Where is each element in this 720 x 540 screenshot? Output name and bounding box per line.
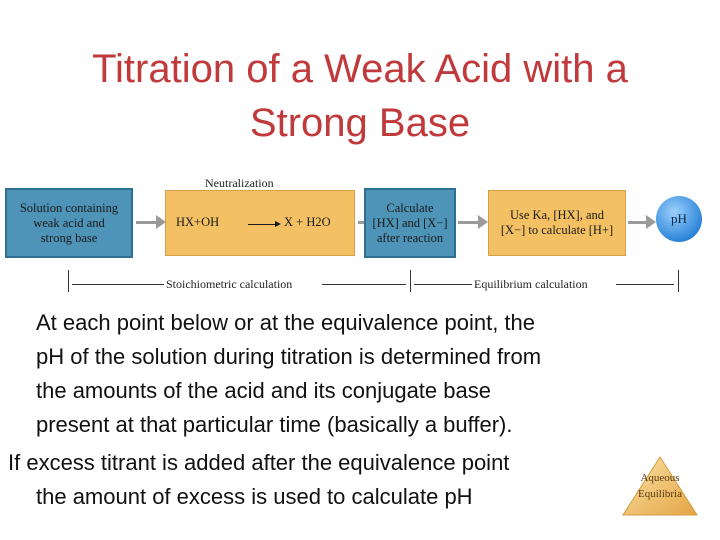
dim-tick-middle bbox=[410, 270, 411, 292]
body-line-3: the amounts of the acid and its conjugate base bbox=[36, 378, 491, 403]
flow-arrow-4 bbox=[628, 221, 648, 224]
flow-arrow-3 bbox=[458, 221, 480, 224]
dim-line-equil-right bbox=[616, 284, 674, 285]
body-line-2: pH of the solution during titration is determined from bbox=[36, 344, 542, 369]
ph-label: pH bbox=[671, 211, 687, 226]
body-line-5: If excess titrant is added after the equivalence point bbox=[8, 450, 510, 475]
neutralization-label: Neutralization bbox=[205, 176, 274, 190]
equilibrium-label: Equilibrium calculation bbox=[474, 277, 588, 291]
aqueous-equilibria-badge bbox=[621, 455, 699, 517]
box-calculate-line-1: Calculate bbox=[386, 200, 434, 215]
pyramid-icon bbox=[621, 455, 699, 517]
box-calculate-line-3: after reaction bbox=[376, 230, 444, 245]
body-line-4: present at that particular time (basically a buffer). bbox=[36, 412, 513, 437]
dim-tick-right bbox=[678, 270, 679, 292]
box-solution-line-3: strong base bbox=[40, 230, 98, 245]
flow-arrow-1 bbox=[136, 221, 158, 224]
dim-tick-left bbox=[68, 270, 69, 292]
dim-line-equil-left bbox=[414, 284, 472, 285]
box-neutralization bbox=[165, 190, 355, 256]
products-text: X + H2O bbox=[284, 215, 331, 229]
box-equilibrium-line-1: Use Ka, [HX], and bbox=[509, 208, 605, 222]
badge-line-2: Equilibria bbox=[638, 488, 682, 500]
box-equilibrium bbox=[488, 190, 626, 256]
reaction-arrow bbox=[248, 224, 276, 225]
box-calculate-line-2: [HX] and [X−] bbox=[372, 215, 448, 230]
titration-flow-diagram bbox=[0, 170, 720, 300]
ph-circle bbox=[656, 196, 702, 242]
reactants-text: HX+OH bbox=[176, 215, 220, 229]
box-equilibrium-line-2: [X−] to calculate [H+] bbox=[500, 223, 614, 237]
body-line-1: At each point below or at the equivalence point, the bbox=[36, 310, 536, 335]
dim-line-stoich-left bbox=[72, 284, 164, 285]
stoichiometric-label: Stoichiometric calculation bbox=[166, 277, 293, 291]
slide-title bbox=[40, 42, 680, 150]
box-solution-line-2: weak acid and bbox=[33, 215, 105, 230]
title-line-2: Strong Base bbox=[249, 101, 471, 145]
dim-line-stoich-right bbox=[322, 284, 406, 285]
title-line-1: Titration of a Weak Acid with a bbox=[92, 47, 628, 91]
badge-line-1: Aqueous bbox=[640, 472, 680, 484]
box-solution bbox=[5, 188, 133, 258]
box-solution-line-1: Solution containing bbox=[19, 200, 119, 215]
box-calculate bbox=[364, 188, 456, 258]
body-line-6: the amount of excess is used to calculate pH bbox=[36, 484, 473, 509]
